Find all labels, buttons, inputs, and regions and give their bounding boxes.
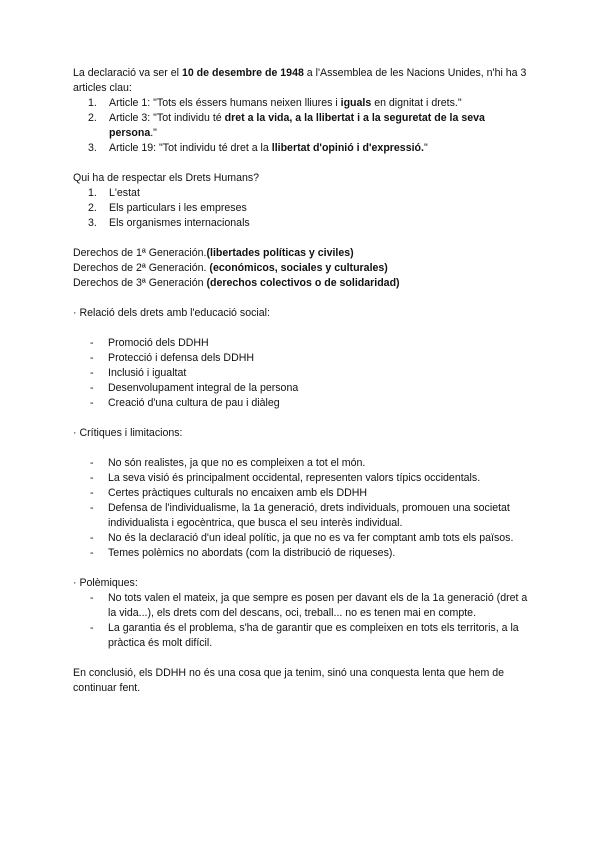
intro-text-end: a l'Assemblea de les Nacions Unides, n'hi ha 3 articles clau:: [73, 67, 527, 94]
generation-line: Derechos de 3ª Generación (derechos colectivos o de solidaridad): [73, 277, 400, 289]
respect-question: Qui ha de respectar els Drets Humans?: [73, 172, 260, 184]
generation-line: Derechos de 1ª Generación.(libertades políticas y civiles): [73, 247, 354, 259]
intro-text: La declaració va ser el: [73, 67, 182, 79]
list-item: - Certes pràctiques culturals no encaixen amb els DDHH: [90, 487, 368, 499]
list-item: - Creació d'una cultura de pau i diàleg: [90, 397, 280, 409]
critiques-list: [73, 456, 529, 561]
list-item: - No són realistes, ja que no es compleixen a tot el món.: [90, 457, 366, 469]
intro-paragraph: [73, 66, 529, 96]
polemiques-list: [73, 591, 529, 651]
article-item: 2. Article 3: "Tot individu té dret a la vida, a la llibertat i a la seguretat de la seva persona.": [88, 112, 485, 139]
respect-item: 1. L'estat: [88, 187, 140, 199]
list-item: - Desenvolupament integral de la persona: [90, 382, 299, 394]
conclusion-paragraph: En conclusió, els DDHH no és una cosa que ja tenim, sinó una conquesta lenta que hem de continuar fent.: [73, 667, 505, 694]
critiques-title: · Crítiques i limitacions:: [73, 427, 183, 439]
article-item: 3. Article 19: "Tot individu té dret a la llibertat d'opinió i d'expressió.": [88, 142, 428, 154]
polemiques-title: · Polèmiques:: [73, 577, 138, 589]
list-item: - Defensa de l'individualisme, la 1a generació, drets individuals, promouen una societat individualista i egocèntrica, que busca el seu interès individual.: [90, 502, 510, 529]
relacio-list: [73, 336, 529, 411]
respect-item: 2. Els particulars i les empreses: [88, 202, 247, 214]
respect-item: 3. Els organismes internacionals: [88, 217, 250, 229]
list-item: - Promoció dels DDHH: [90, 337, 209, 349]
relacio-title: · Relació dels drets amb l'educació social:: [73, 307, 270, 319]
document-page: [73, 66, 529, 696]
list-item: - Protecció i defensa dels DDHH: [90, 352, 255, 364]
intro-date: 10 de desembre de 1948: [181, 67, 304, 79]
list-item: - La garantia és el problema, s'ha de garantir que es compleixen en tots els territoris, a la pràctica és molt difícil.: [90, 622, 519, 649]
list-item: - No és la declaració d'un ideal polític, ja que no es va fer comptant amb tots els països.: [90, 532, 514, 544]
article-item: 1. Article 1: "Tots els éssers humans neixen lliures i iguals en dignitat i drets.": [88, 97, 462, 109]
articles-list: [73, 96, 529, 156]
respect-list: [73, 186, 529, 231]
list-item: - No tots valen el mateix, ja que sempre es posen per davant els de la 1a generació (dret a la vida...), els drets com del descans, oci, treball... no es tenen mai en compte.: [90, 592, 528, 619]
list-item: - La seva visió és principalment occidental, representen valors típics occidentals.: [90, 472, 481, 484]
list-item: - Inclusió i igualtat: [90, 367, 187, 379]
generation-line: Derechos de 2ª Generación. (económicos, sociales y culturales): [73, 262, 388, 274]
list-item: - Temes polèmics no abordats (com la distribució de riqueses).: [90, 547, 396, 559]
